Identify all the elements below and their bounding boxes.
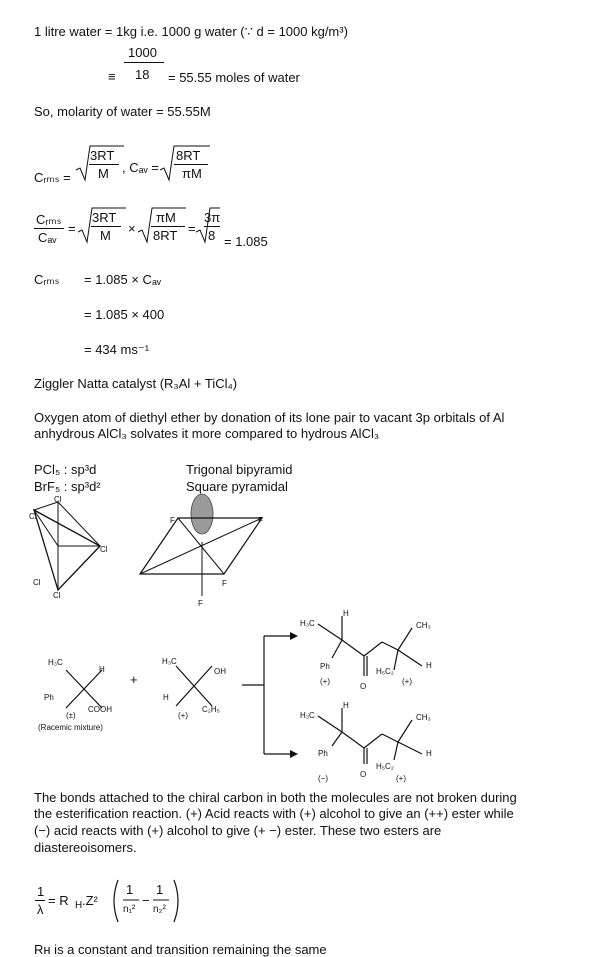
rydberg-h-sub: H xyxy=(75,900,83,911)
f-label: F xyxy=(170,516,175,525)
three-rt: 3RT xyxy=(90,148,115,163)
h5c2-label: H₅C₂ xyxy=(376,762,394,771)
cl-label: Cl xyxy=(29,512,37,521)
h3c-label: H₃C xyxy=(48,658,63,667)
water-line: 1 litre water = 1kg i.e. 1000 g water (∵ d = 1000 kg/m³) xyxy=(34,24,348,39)
racemic-sign: (±) xyxy=(66,711,76,720)
sqpy-label: Square pyramidal xyxy=(186,479,288,494)
rydberg-one: 1 xyxy=(126,882,134,897)
three-rt: 3RT xyxy=(92,210,117,225)
ph-label: Ph xyxy=(44,693,54,702)
h-label: H xyxy=(426,661,432,670)
cooh-label: COOH xyxy=(88,705,112,714)
carbonyl-o: O xyxy=(360,770,367,779)
plus-sign: + xyxy=(130,672,138,687)
crms-label: Cᵣₘₛ = xyxy=(34,170,71,185)
reaction-arrows xyxy=(242,630,298,760)
f-label: F xyxy=(258,516,263,525)
alcohol-part-sign: (+) xyxy=(402,677,412,686)
pcl5-hybrid: PCl₅ : sp³d xyxy=(34,462,97,477)
h5c2-label: H₅C₂ xyxy=(376,667,394,676)
ratio-num: Cᵣₘₛ xyxy=(36,212,62,227)
carbonyl-o: O xyxy=(360,682,367,691)
rydberg-z: .Z² xyxy=(82,893,98,908)
c2h5-label: C₂H₅ xyxy=(202,705,220,714)
equiv-sign: ≡ xyxy=(108,69,116,84)
alcohol-part-sign: (+) xyxy=(396,774,406,783)
molar-mass: M xyxy=(98,166,109,181)
acid-part-sign: (+) xyxy=(320,677,330,686)
cav-label: , Cₐᵥ = xyxy=(122,160,159,175)
ph-label: Ph xyxy=(318,749,328,758)
moles-text: = 55.55 moles of water xyxy=(168,70,300,85)
bonds-line-4: diastereoisomers. xyxy=(34,840,137,855)
three-pi: 3π xyxy=(204,210,221,225)
ph-label: Ph xyxy=(320,662,330,671)
h-label: H xyxy=(99,665,105,674)
ether-line-2: anhydrous AlCl₃ solvates it more compared to hydrous AlCl₃ xyxy=(34,426,380,441)
equals: = xyxy=(68,221,76,236)
step-1: = 1.085 × Cₐᵥ xyxy=(84,272,161,287)
bonds-line-3: (−) acid reacts with (+) alcohol to give (+ −) ester. These two esters are xyxy=(34,823,442,838)
rydberg-one: 1 xyxy=(156,882,164,897)
rydberg-n1: n₁² xyxy=(123,904,136,915)
eight-rt-den: 8RT xyxy=(153,228,178,243)
molar-mass: M xyxy=(100,228,111,243)
frac-numerator: 1000 xyxy=(128,45,157,60)
rydberg-eq: = R xyxy=(48,893,69,908)
cl-label: Cl xyxy=(53,591,61,600)
alcohol-sign: (+) xyxy=(178,711,188,720)
acid-part-sign: (−) xyxy=(318,774,328,783)
molarity-text: So, molarity of water = 55.55M xyxy=(34,104,211,119)
rydberg-note: Rн is a constant and transition remaining the same xyxy=(34,942,327,957)
h3c-label: H₃C xyxy=(162,657,177,666)
f-label: F xyxy=(198,599,203,608)
times: × xyxy=(128,221,136,236)
pi-m-num: πM xyxy=(156,210,176,225)
rydberg-lambda: λ xyxy=(37,902,44,917)
ch3-label: CH₃ xyxy=(416,713,431,722)
f-label: F xyxy=(222,579,227,588)
racemic-label: (Racemic mixture) xyxy=(38,723,103,732)
cl-label: Cl xyxy=(54,495,62,504)
step-2: = 1.085 × 400 xyxy=(84,307,165,322)
ether-line-1: Oxygen atom of diethyl ether by donation of its lone pair to vacant 3p orbitals of Al xyxy=(34,410,505,425)
h-label: H xyxy=(343,701,349,710)
step-3: = 434 ms⁻¹ xyxy=(84,342,150,357)
h3c-label: H₃C xyxy=(300,711,315,720)
rydberg-minus: − xyxy=(142,893,150,908)
frac-denominator: 18 xyxy=(135,67,150,82)
pi-m: πM xyxy=(182,166,202,181)
cl-label: Cl xyxy=(33,578,41,587)
rydberg-n2: n₂² xyxy=(153,904,166,915)
bonds-line-2: the esterification reaction. (+) Acid reacts with (+) alcohol to give an (++) ester while xyxy=(34,806,514,821)
bonds-line-1: The bonds attached to the chiral carbon in both the molecules are not broken during xyxy=(34,790,517,805)
h-label: H xyxy=(163,693,169,702)
eight: 8 xyxy=(208,228,216,243)
ratio-den: Cₐᵥ xyxy=(38,230,57,245)
h-label: H xyxy=(426,749,432,758)
tbp-label: Trigonal bipyramid xyxy=(186,462,293,477)
ch3-label: CH₃ xyxy=(416,621,431,630)
ratio-result: = 1.085 xyxy=(224,234,268,249)
oh-label: OH xyxy=(214,667,226,676)
cl-label: Cl xyxy=(100,545,108,554)
rydberg-one: 1 xyxy=(37,884,45,899)
h3c-label: H₃C xyxy=(300,619,315,628)
eight-rt: 8RT xyxy=(176,148,201,163)
brf5-structure xyxy=(138,492,268,602)
h-label: H xyxy=(343,609,349,618)
equals: = xyxy=(188,221,196,236)
ziegler-text: Ziggler Natta catalyst (R₃Al + TiCl₄) xyxy=(34,376,238,391)
crms-label: Cᵣₘₛ xyxy=(34,272,60,287)
brf5-hybrid: BrF₅ : sp³d² xyxy=(34,479,101,494)
